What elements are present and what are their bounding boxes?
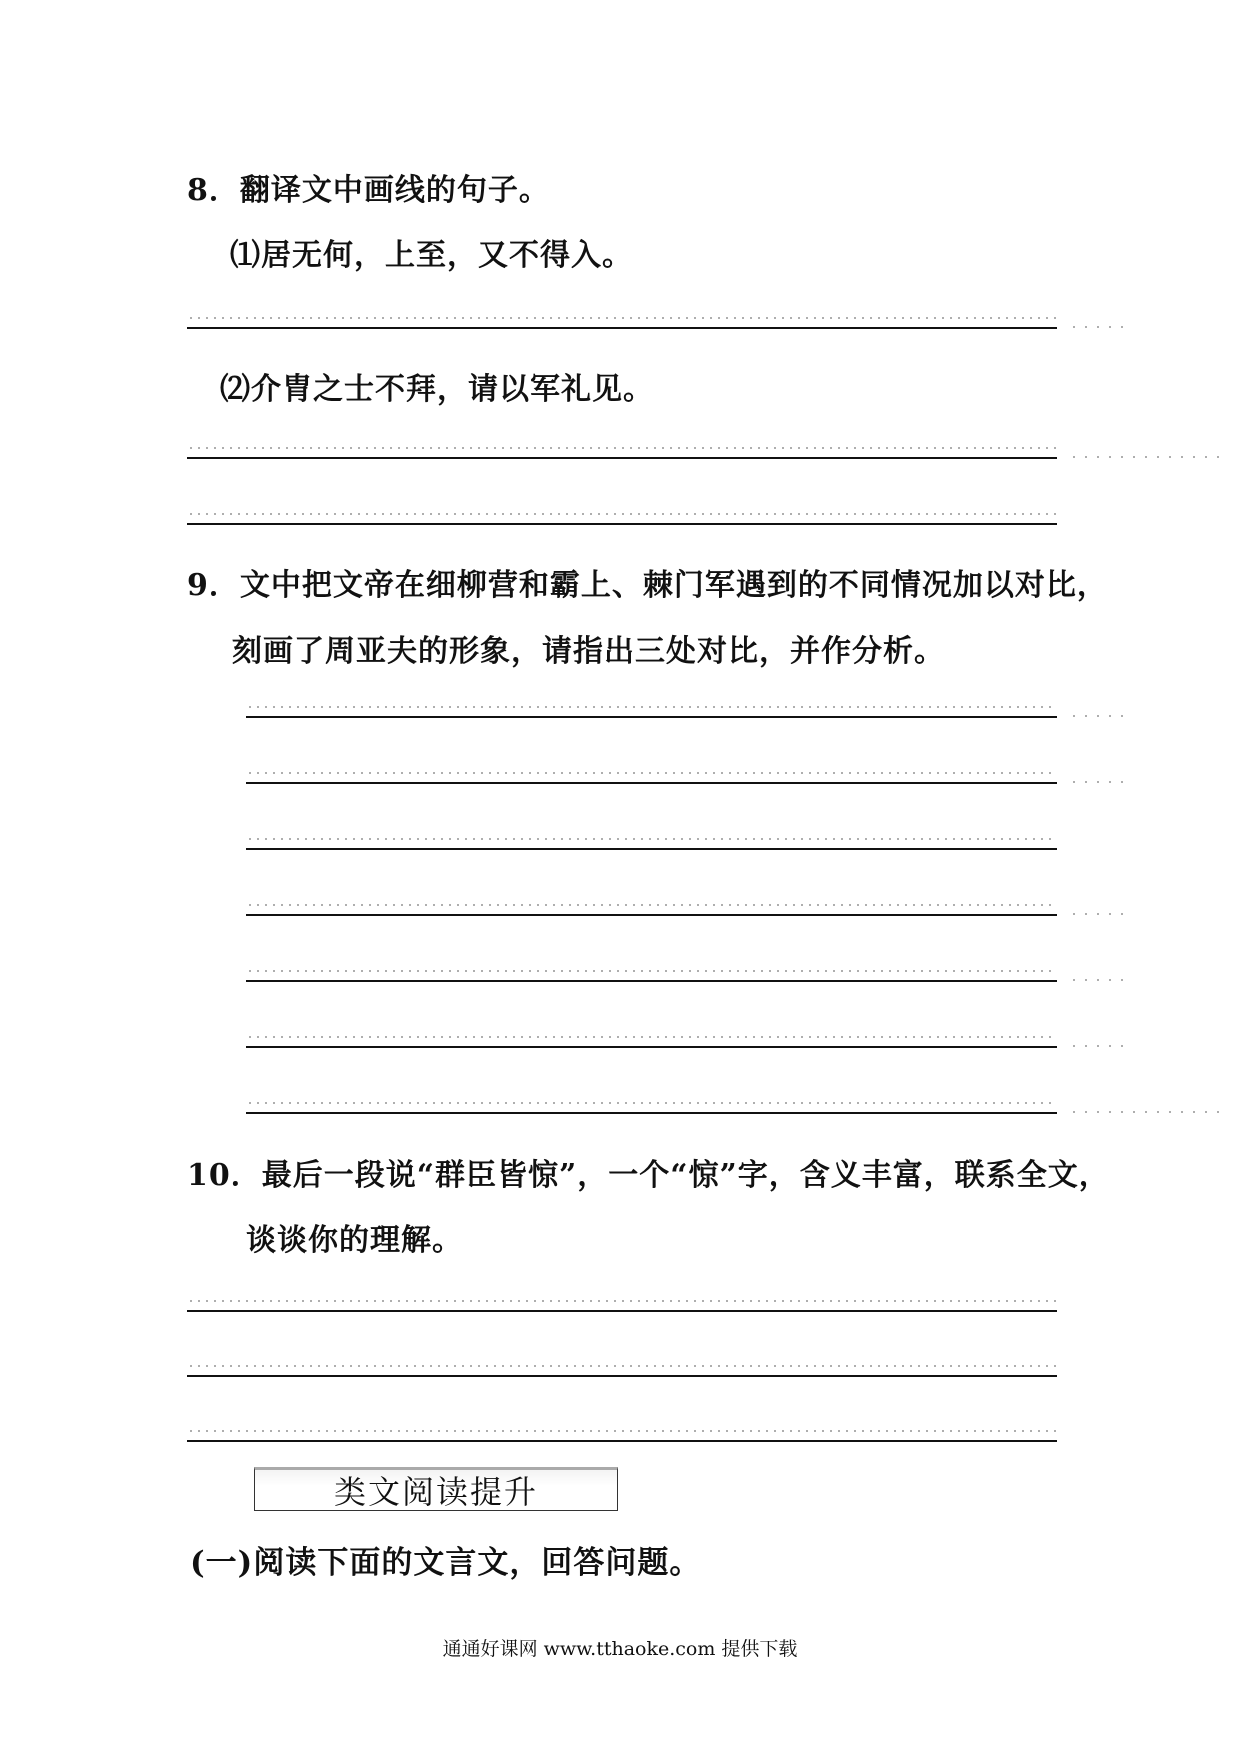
question-8-item-1: ⑴居无何，上至，又不得入。 bbox=[230, 238, 633, 273]
margin-dots bbox=[1068, 326, 1128, 328]
margin-dots bbox=[1068, 913, 1128, 915]
answer-line-9-3[interactable] bbox=[246, 848, 1057, 850]
answer-line-10-3[interactable] bbox=[187, 1440, 1057, 1442]
question-8-item-2: ⑵介胄之士不拜，请以军礼见。 bbox=[220, 372, 654, 407]
question-8-stem: 8．翻译文中画线的句子。 bbox=[187, 173, 550, 208]
answer-line-9-5[interactable] bbox=[246, 980, 1057, 982]
answer-line-9-6[interactable] bbox=[246, 1046, 1057, 1048]
section-title: 类文阅读提升 bbox=[333, 1473, 538, 1511]
margin-dots bbox=[1068, 456, 1228, 458]
margin-dots bbox=[1068, 1111, 1228, 1113]
answer-line-9-1[interactable] bbox=[246, 716, 1057, 718]
question-9-line-2: 刻画了周亚夫的形象，请指出三处对比，并作分析。 bbox=[232, 634, 945, 669]
margin-dots bbox=[1068, 781, 1128, 783]
section-header-box bbox=[254, 1467, 618, 1511]
margin-dots bbox=[1068, 715, 1128, 717]
margin-dots bbox=[1068, 1045, 1128, 1047]
section-subheading: (一)阅读下面的文言文，回答问题。 bbox=[190, 1545, 702, 1581]
answer-line-9-2[interactable] bbox=[246, 782, 1057, 784]
answer-line-9-7[interactable] bbox=[246, 1112, 1057, 1114]
question-10-line-1: 10．最后一段说“群臣皆惊”，一个“惊”字，含义丰富，联系全文， bbox=[187, 1158, 1110, 1193]
question-10-line-2: 谈谈你的理解。 bbox=[246, 1223, 463, 1258]
answer-line-9-4[interactable] bbox=[246, 914, 1057, 916]
page-footer: 通通好课网 www.tthaoke.com 提供下载 bbox=[442, 1638, 798, 1660]
question-9-line-1: 9．文中把文帝在细柳营和霸上、棘门军遇到的不同情况加以对比， bbox=[187, 568, 1108, 603]
answer-line-10-2[interactable] bbox=[187, 1375, 1057, 1377]
answer-line-8-2[interactable] bbox=[187, 457, 1057, 459]
margin-dots bbox=[1068, 979, 1128, 981]
answer-line-10-1[interactable] bbox=[187, 1310, 1057, 1312]
answer-line-8-3[interactable] bbox=[187, 523, 1057, 525]
answer-line-8-1[interactable] bbox=[187, 327, 1057, 329]
